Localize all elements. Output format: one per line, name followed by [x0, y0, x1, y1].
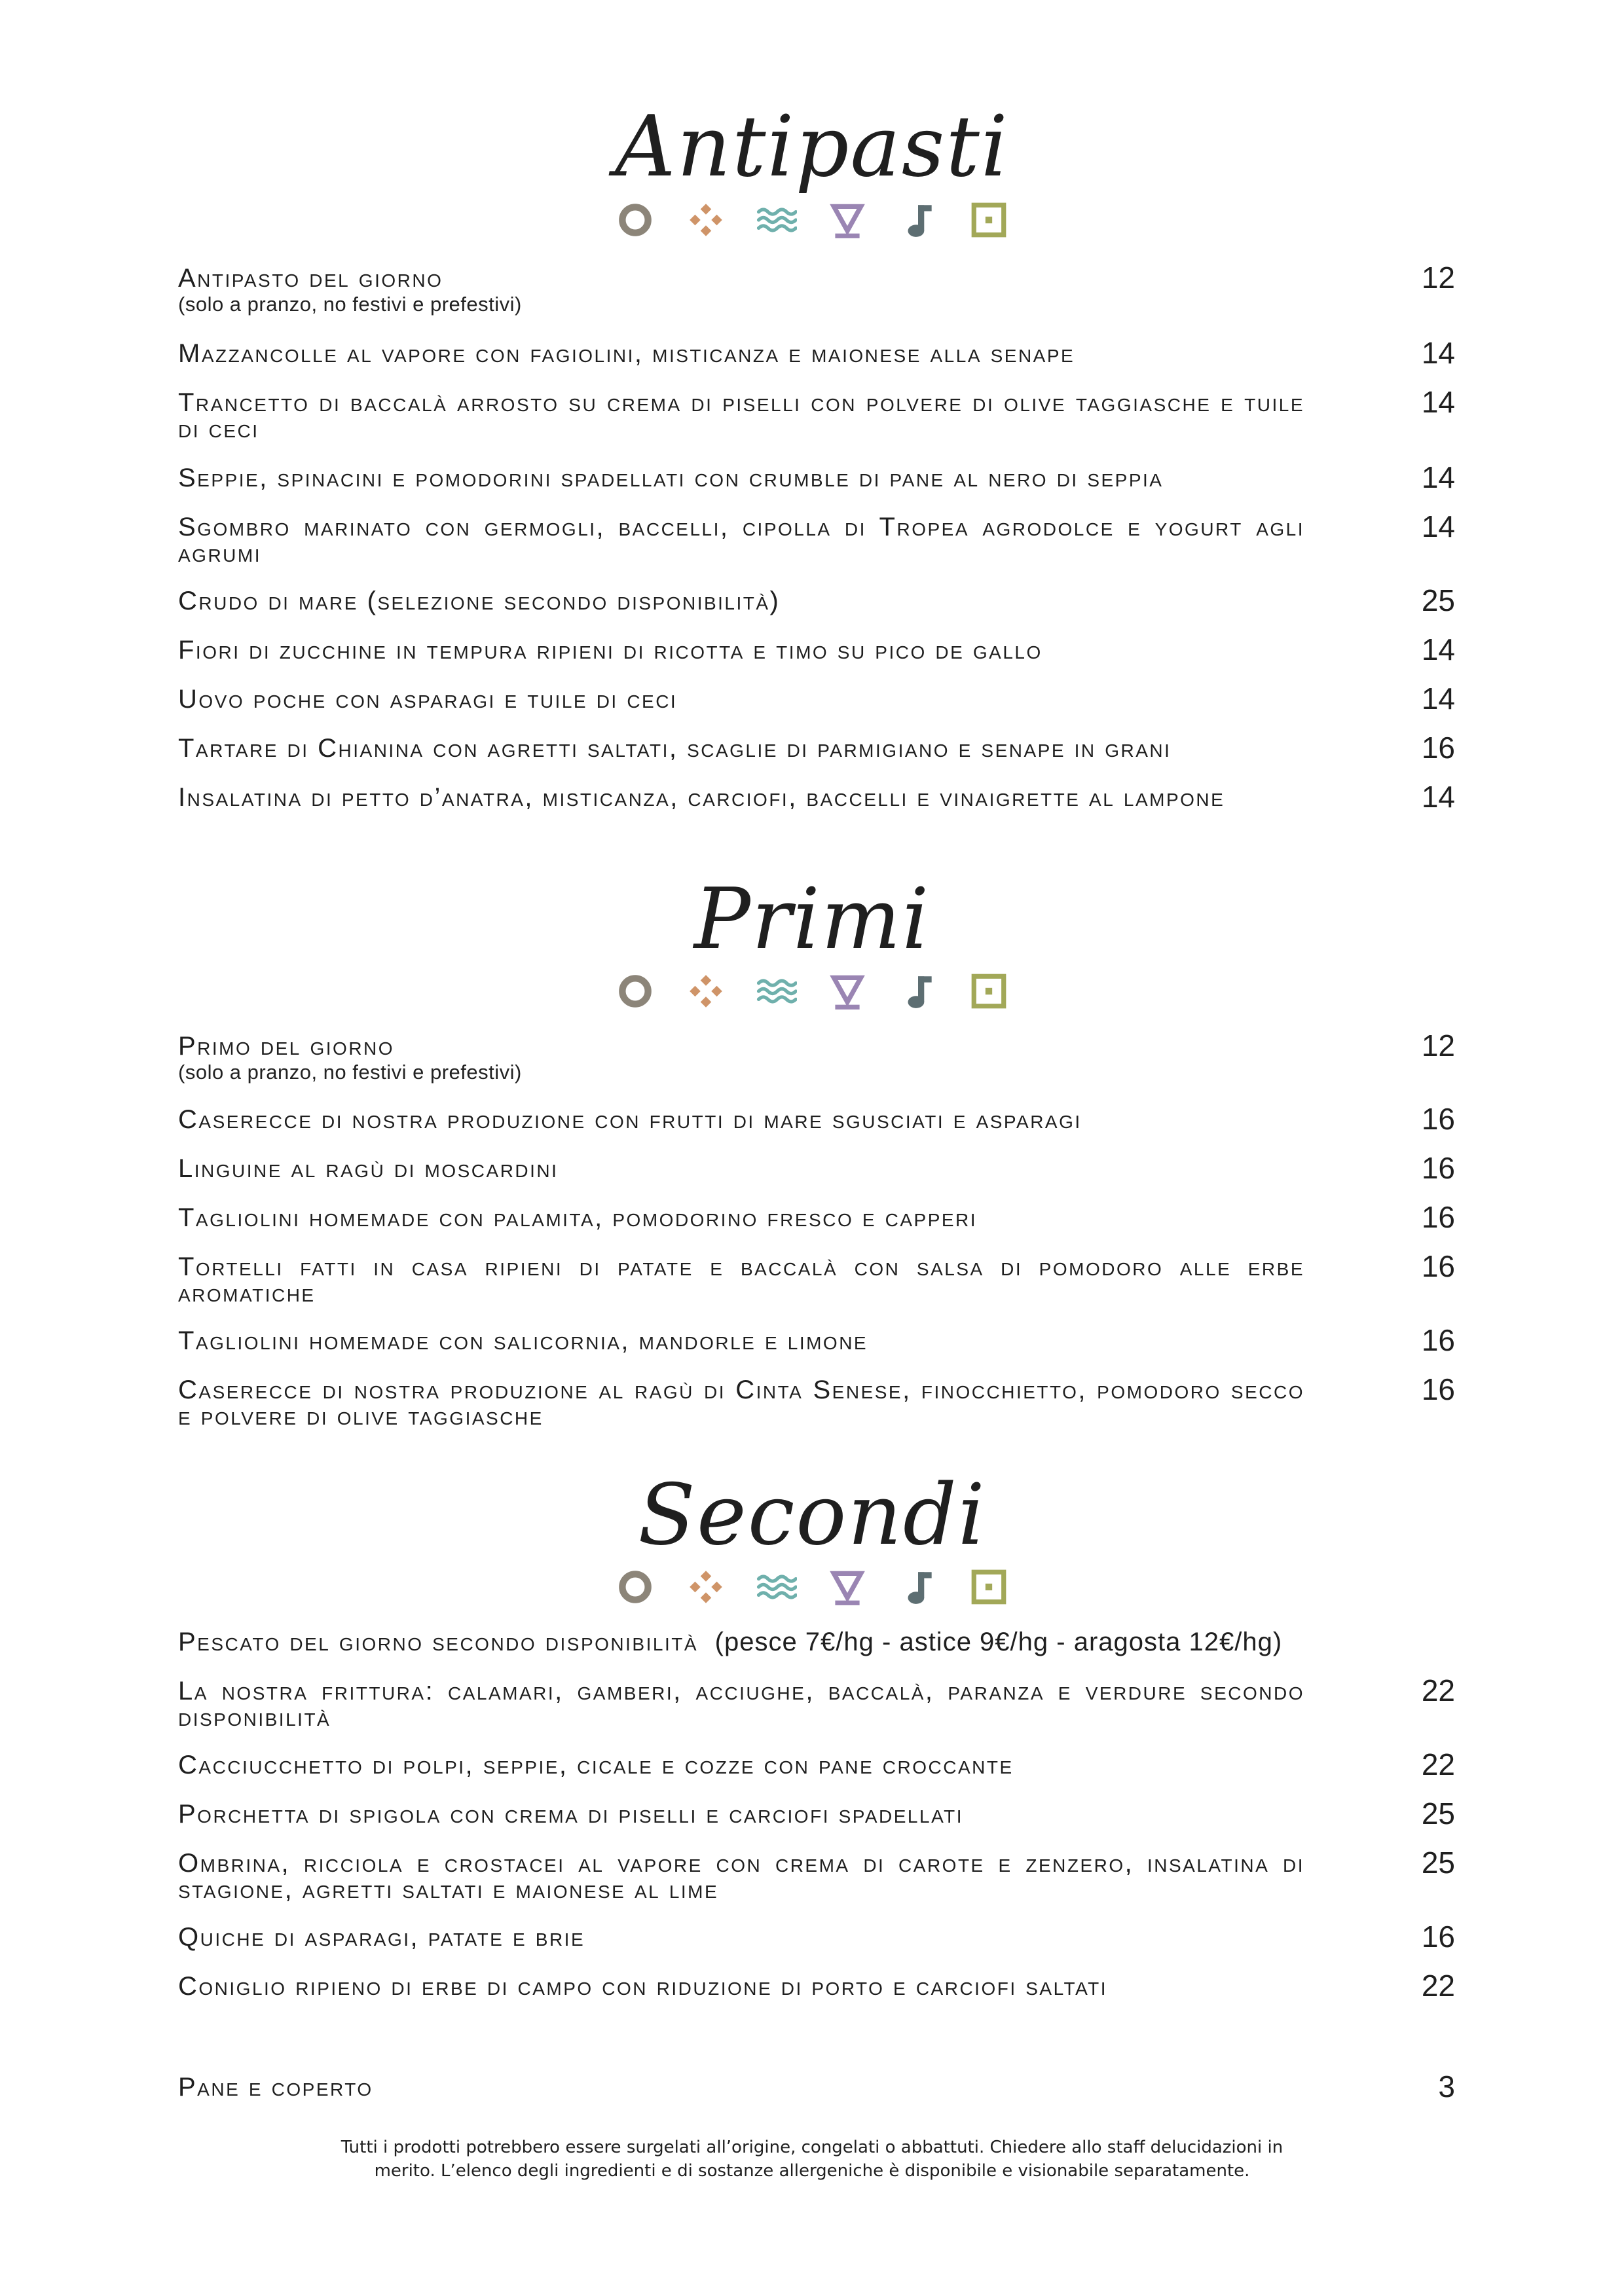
menu-item: [178, 460, 1455, 494]
menu-item: [178, 1920, 1455, 1954]
item-price: 12: [1421, 1029, 1455, 1063]
item-price: 14: [1421, 460, 1455, 494]
menu-item: [178, 385, 1455, 443]
item-name: Tagliolini homemade con salicornia, mandorle e limone: [178, 1326, 868, 1355]
menu-item: [178, 509, 1455, 568]
item-note: (solo a pranzo, no festivi e prefestivi): [178, 293, 522, 316]
disclaimer-line-2: merito. L’elenco degli ingredienti e di sostanze allergeniche è disponibile e visionabile separatamente.: [374, 2161, 1250, 2181]
item-name: Tagliolini homemade con palamita, pomodorino fresco e capperi: [178, 1203, 978, 1232]
item-name: Tortelli fatti in casa ripieni di patate e baccalà con salsa di pomodoro alle erbe aromatiche: [178, 1252, 1304, 1307]
item-price: 14: [1421, 509, 1455, 543]
waves-icon: [755, 970, 798, 1013]
disclaimer-line-1: Tutti i prodotti potrebbero essere surgelati all’origine, congelati o abbattuti. Chiedere allo staff delucidazioni in: [341, 2138, 1283, 2157]
item-price: 14: [1421, 632, 1455, 666]
item-price: 22: [1421, 1969, 1455, 2003]
menu-item: [178, 1747, 1455, 1781]
item-name: Seppie, spinacini e pomodorini spadellati con crumble di pane al nero di seppia: [178, 464, 1164, 492]
triangle-cup-icon: [826, 1565, 869, 1609]
item-price: 14: [1421, 385, 1455, 419]
triangle-cup-icon: [826, 198, 869, 242]
menu-item: [178, 1249, 1455, 1307]
symbol-row-primi: [0, 968, 1624, 1015]
item-name: Crudo di mare (selezione secondo disponibilità): [178, 587, 781, 615]
menu-item: [178, 1102, 1455, 1136]
section-title-primi: Primi: [693, 871, 931, 968]
item-price: 14: [1421, 336, 1455, 370]
item-price: 16: [1421, 1372, 1455, 1406]
item-name: Primo del giorno: [178, 1032, 395, 1061]
item-name-text: Pescato del giorno secondo disponibilità: [178, 1628, 698, 1656]
symbol-row-antipasti: [0, 196, 1624, 244]
item-price: 25: [1421, 1796, 1455, 1831]
menu-item: [178, 632, 1455, 666]
menu-item: [178, 1151, 1455, 1185]
square-dot-icon: [967, 1565, 1010, 1609]
menu-item: [178, 1323, 1455, 1357]
item-price: 14: [1421, 682, 1455, 716]
item-price: 12: [1421, 261, 1455, 295]
item-price: 16: [1421, 1200, 1455, 1234]
music-note-icon: [896, 970, 940, 1013]
item-name: Tartare di Chianina con agretti saltati, scaglie di parmigiano e senape in grani: [178, 734, 1172, 763]
item-name: Coniglio ripieno di erbe di campo con riduzione di porto e carciofi saltati: [178, 1972, 1108, 2001]
menu-item: [178, 1372, 1455, 1430]
waves-icon: [755, 1565, 798, 1609]
item-detail: (pesce 7€/hg - astice 9€/hg - aragosta 12€/hg): [714, 1628, 1283, 1656]
menu-item: [178, 583, 1455, 617]
menu-item: [178, 780, 1455, 814]
item-name: Porchetta di spigola con crema di piselli e carciofi spadellati: [178, 1800, 964, 1829]
item-price: 3: [1438, 2069, 1455, 2104]
four-diamond-icon: [684, 1565, 728, 1609]
item-name: Caserecce di nostra produzione al ragù di Cinta Senese, finocchietto, pomodoro secco e polvere di olive taggiasche: [178, 1376, 1304, 1430]
item-price: 16: [1421, 1920, 1455, 1954]
item-name: Ombrina, ricciola e crostacei al vapore con crema di carote e zenzero, insalatina di stagione, agretti saltati e maionese al lime: [178, 1849, 1304, 1904]
ring-icon: [614, 970, 657, 1013]
four-diamond-icon: [684, 970, 728, 1013]
menu-item: [178, 1846, 1455, 1904]
symbol-row-secondi: [0, 1563, 1624, 1611]
item-price: 25: [1421, 1846, 1455, 1880]
item-name: Linguine al ragù di moscardini: [178, 1154, 559, 1183]
item-name: Uovo poche con asparagi e tuile di ceci: [178, 685, 678, 714]
item-price: 22: [1421, 1673, 1455, 1707]
ring-icon: [614, 198, 657, 242]
menu-item: [178, 1029, 1455, 1084]
item-name: Quiche di asparagi, patate e brie: [178, 1923, 585, 1952]
item-price: 16: [1421, 1151, 1455, 1185]
item-note: (solo a pranzo, no festivi e prefestivi): [178, 1061, 522, 1084]
triangle-cup-icon: [826, 970, 869, 1013]
menu-item: [178, 336, 1455, 370]
item-name: Cacciucchetto di polpi, seppie, cicale e cozze con pane croccante: [178, 1751, 1014, 1779]
item-price: 16: [1421, 1323, 1455, 1357]
menu-item: [178, 1969, 1455, 2003]
menu-item-cover-charge: [178, 2069, 1455, 2104]
music-note-icon: [896, 198, 940, 242]
section-title-secondi: Secondi: [638, 1467, 986, 1564]
item-name: Sgombro marinato con germogli, baccelli, cipolla di Tropea agrodolce e yogurt agli agrumi: [178, 513, 1304, 568]
item-name: [178, 1629, 1455, 1655]
menu-item: [178, 1796, 1455, 1831]
ring-icon: [614, 1565, 657, 1609]
item-price: 16: [1421, 731, 1455, 765]
four-diamond-icon: [684, 198, 728, 242]
menu-item: [178, 1673, 1455, 1732]
menu-item: [178, 682, 1455, 716]
item-name: Fiori di zucchine in tempura ripieni di ricotta e timo su pico de gallo: [178, 636, 1043, 665]
item-price: 25: [1421, 583, 1455, 617]
item-name: Pane e coperto: [178, 2073, 373, 2102]
item-name: Insalatina di petto d’anatra, misticanza, carciofi, baccelli e vinaigrette al lampone: [178, 783, 1225, 812]
item-name: Mazzancolle al vapore con fagiolini, misticanza e maionese alla senape: [178, 339, 1075, 368]
item-name: Antipasto del giorno: [178, 264, 443, 293]
menu-item: [178, 1200, 1455, 1234]
allergen-disclaimer: [275, 2136, 1349, 2183]
square-dot-icon: [967, 198, 1010, 242]
waves-icon: [755, 198, 798, 242]
square-dot-icon: [967, 970, 1010, 1013]
item-price: 14: [1421, 780, 1455, 814]
item-name: La nostra frittura: calamari, gamberi, acciughe, baccalà, paranza e verdure secondo disponibilità: [178, 1677, 1304, 1732]
item-price: 16: [1421, 1102, 1455, 1136]
item-price: 22: [1421, 1747, 1455, 1781]
section-title-antipasti: Antipasti: [615, 98, 1009, 196]
item-name: Caserecce di nostra produzione con frutti di mare sgusciati e asparagi: [178, 1105, 1082, 1134]
item-price: 16: [1421, 1249, 1455, 1283]
menu-item: [178, 1629, 1455, 1655]
menu-item: [178, 261, 1455, 316]
music-note-icon: [896, 1565, 940, 1609]
item-name: Trancetto di baccalà arrosto su crema di piselli con polvere di olive taggiasche e tuile di ceci: [178, 388, 1304, 443]
menu-item: [178, 731, 1455, 765]
